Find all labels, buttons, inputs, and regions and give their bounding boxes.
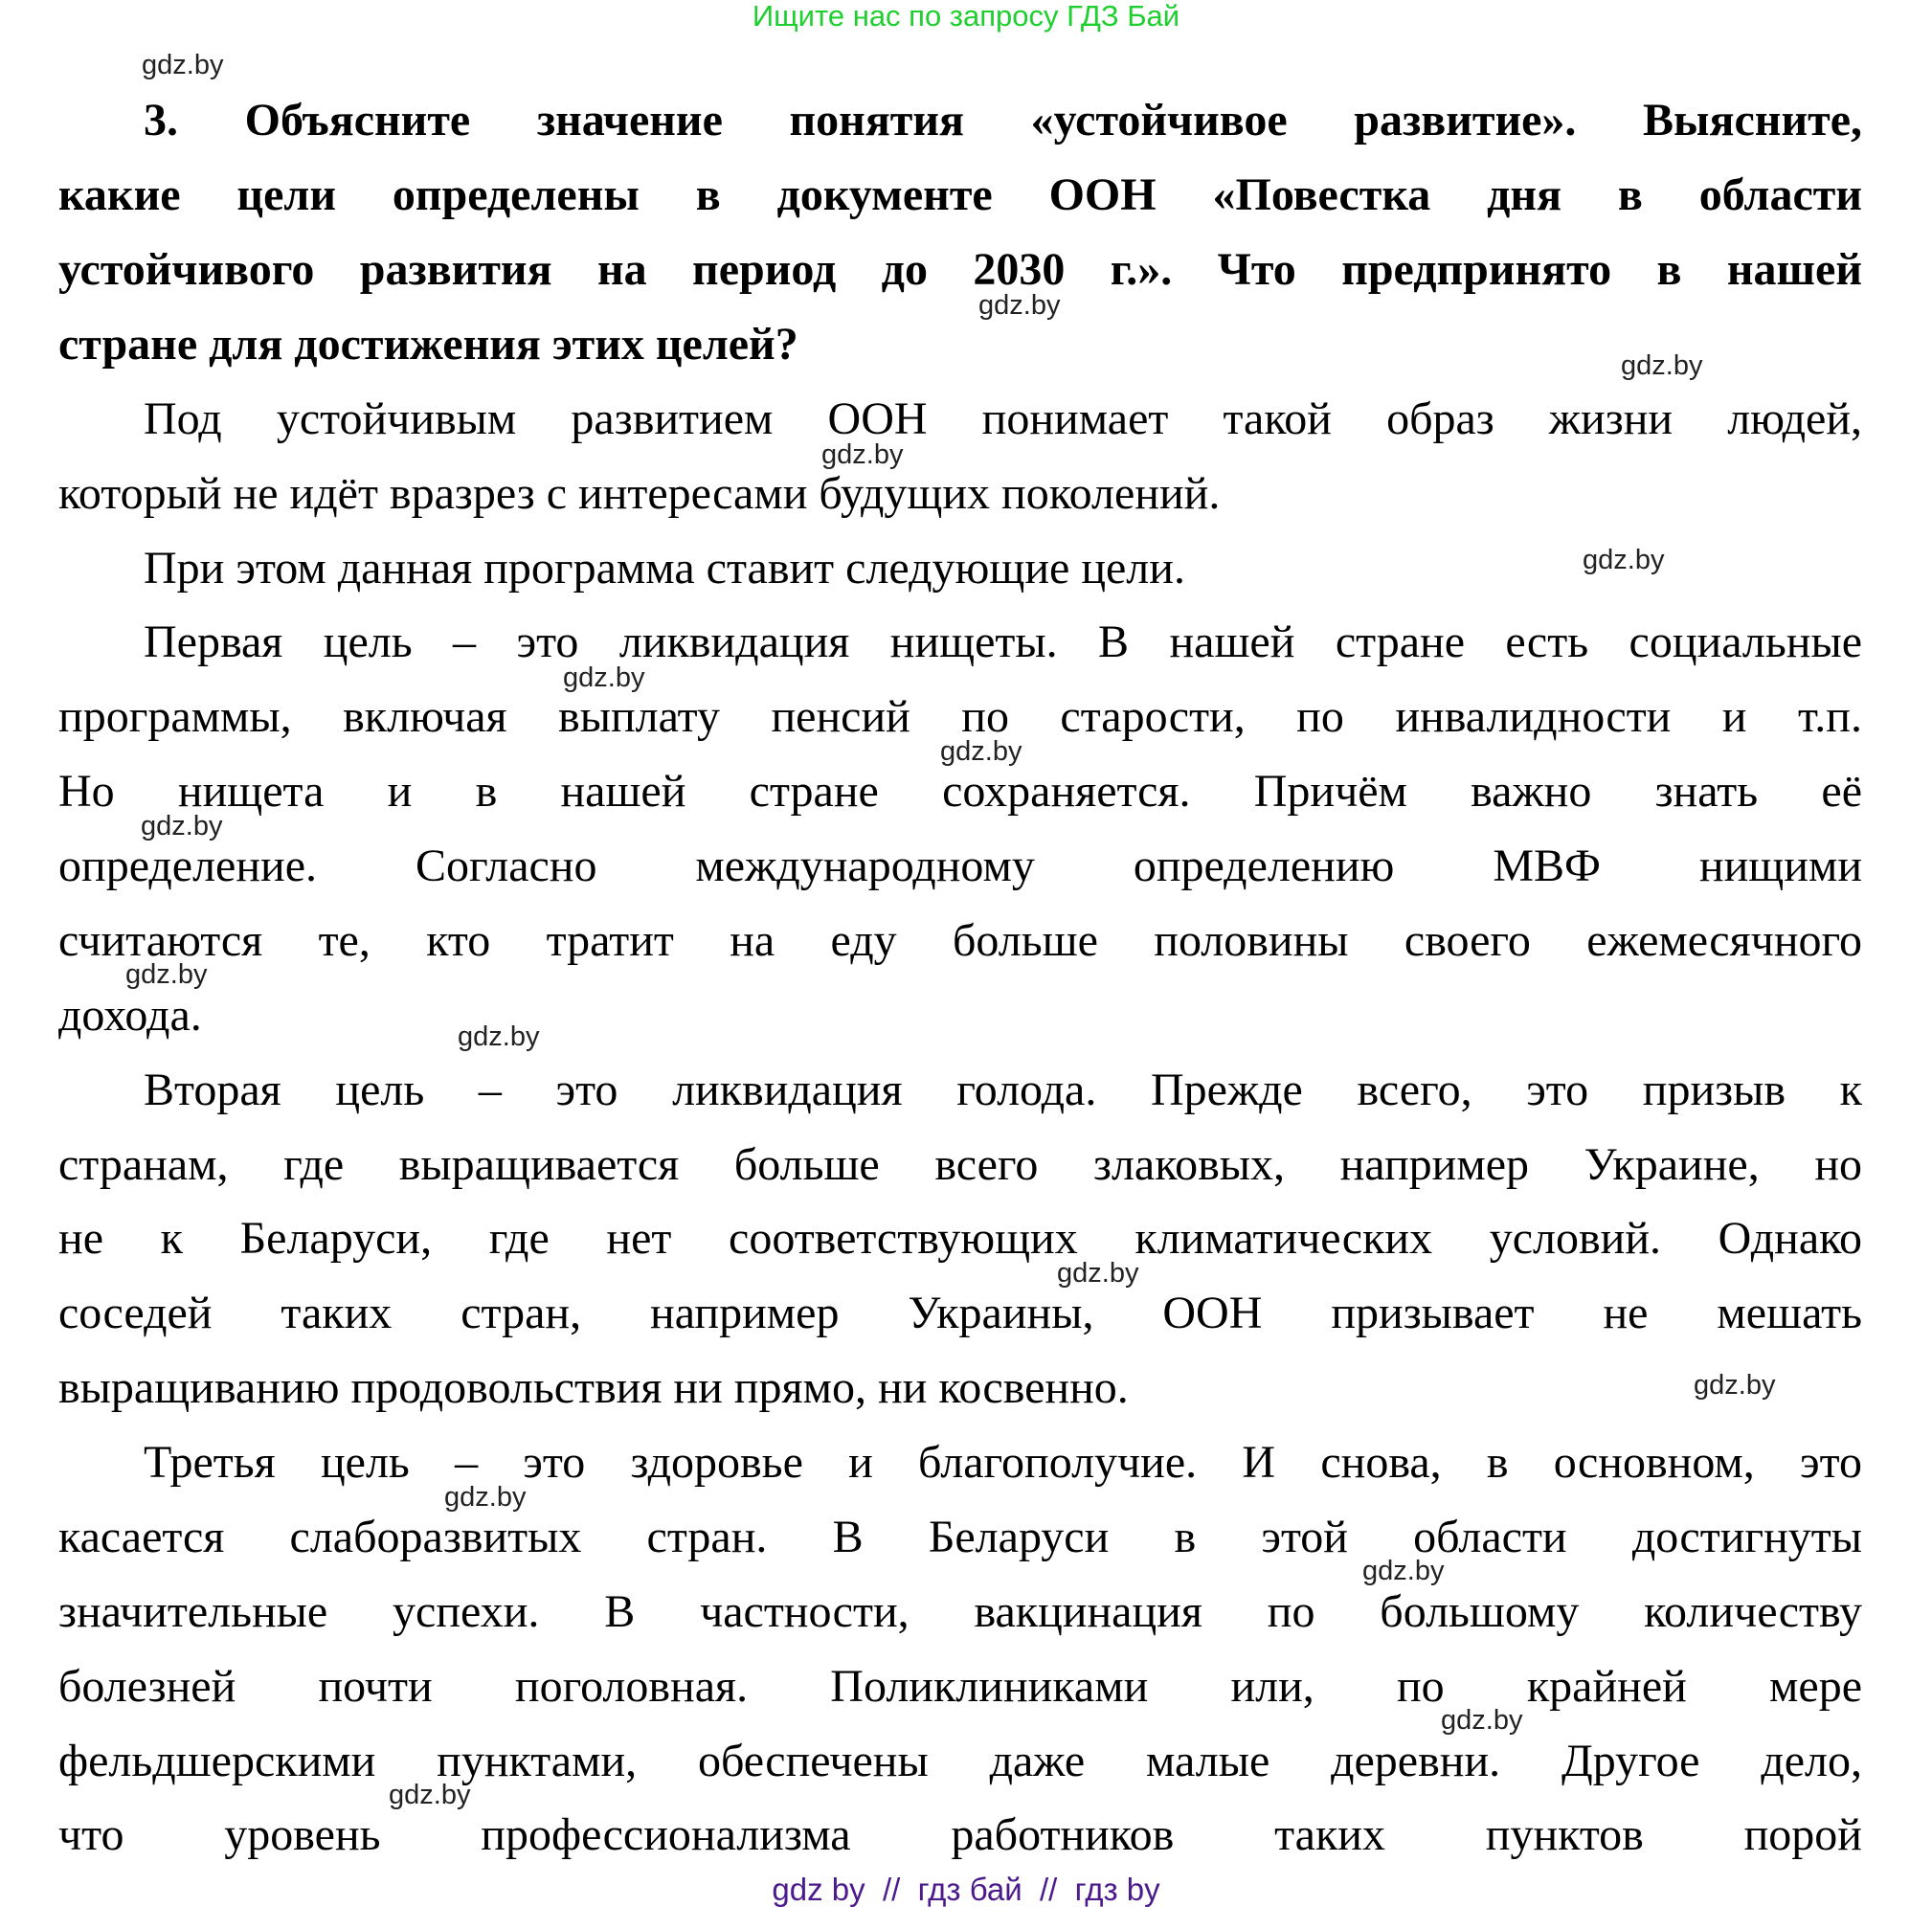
answer-line: дохода. [58,990,202,1041]
answer-line: странам, где выращивается больше всего злаковых, например Украине, но [58,1139,1862,1190]
answer-line: что уровень профессионализма работников таких пунктов порой [58,1809,1862,1860]
gdz-watermark: gdz.by [940,736,1022,767]
answer-line: считаются те, кто тратит на еду больше половины своего ежемесячного [58,915,1862,966]
gdz-watermark: gdz.by [1694,1370,1776,1401]
answer-line: Вторая цель – это ликвидация голода. Прежде всего, это призыв к [144,1065,1862,1115]
search-banner: Ищите нас по запросу ГДЗ Бай [752,0,1180,33]
gdz-watermark: gdz.by [458,1021,540,1052]
gdz-watermark: gdz.by [978,290,1061,321]
answer-line: Первая цель – это ликвидация нищеты. В нашей стране есть социальные [144,617,1862,667]
gdz-watermark: gdz.by [141,811,223,841]
question-line: какие цели определены в документе ООН «Повестка дня в области [58,169,1862,220]
answer-line: значительные успехи. В частности, вакцинация по большому количеству [58,1586,1862,1637]
answer-line: который не идёт вразрез с интересами будущих поколений. [58,468,1221,519]
answer-line: определение. Согласно международному определению МВФ нищими [58,841,1862,891]
answer-line: При этом данная программа ставит следующие цели. [144,543,1185,594]
gdz-watermark: gdz.by [444,1482,527,1513]
gdz-watermark: gdz.by [142,50,224,80]
question-line: стране для достижения этих целей? [58,319,798,370]
answer-line: выращиванию продовольствия ни прямо, ни косвенно. [58,1362,1129,1413]
answer-line: болезней почти поголовная. Поликлиниками или, по крайней мере [58,1661,1862,1712]
answer-line: Третья цель – это здоровье и благополучие. И снова, в основном, это [144,1437,1862,1488]
answer-line: Под устойчивым развитием ООН понимает такой образ жизни людей, [144,393,1862,444]
question-line: 3. Объясните значение понятия «устойчивое развитие». Выясните, [144,95,1862,146]
answer-line: не к Беларуси, где нет соответствующих климатических условий. Однако [58,1213,1862,1264]
gdz-watermark: gdz.by [1362,1556,1445,1586]
gdz-watermark: gdz.by [1441,1705,1523,1736]
answer-line: фельдшерскими пунктами, обеспечены даже малые деревни. Другое дело, [58,1736,1862,1786]
gdz-watermark: gdz.by [1057,1258,1139,1289]
gdz-watermark: gdz.by [125,959,208,990]
gdz-watermark: gdz.by [821,439,904,470]
gdz-watermark: gdz.by [1583,545,1665,575]
answer-line: программы, включая выплату пенсий по старости, по инвалидности и т.п. [58,691,1862,742]
answer-line: касается слаборазвитых стран. В Беларуси в этой области достигнуты [58,1512,1862,1562]
gdz-watermark: gdz.by [389,1780,471,1810]
answer-line: соседей таких стран, например Украины, ООН призывает не мешать [58,1288,1862,1338]
gdz-watermark: gdz.by [1621,350,1703,381]
answer-line: Но нищета и в нашей стране сохраняется. Причём важно знать её [58,766,1862,817]
gdz-watermark: gdz.by [563,662,645,693]
question-line: устойчивого развития на период до 2030 г.». Что предпринято в нашей [58,244,1862,295]
footer-watermark: gdz by // гдз бай // гдз by [772,1872,1160,1907]
